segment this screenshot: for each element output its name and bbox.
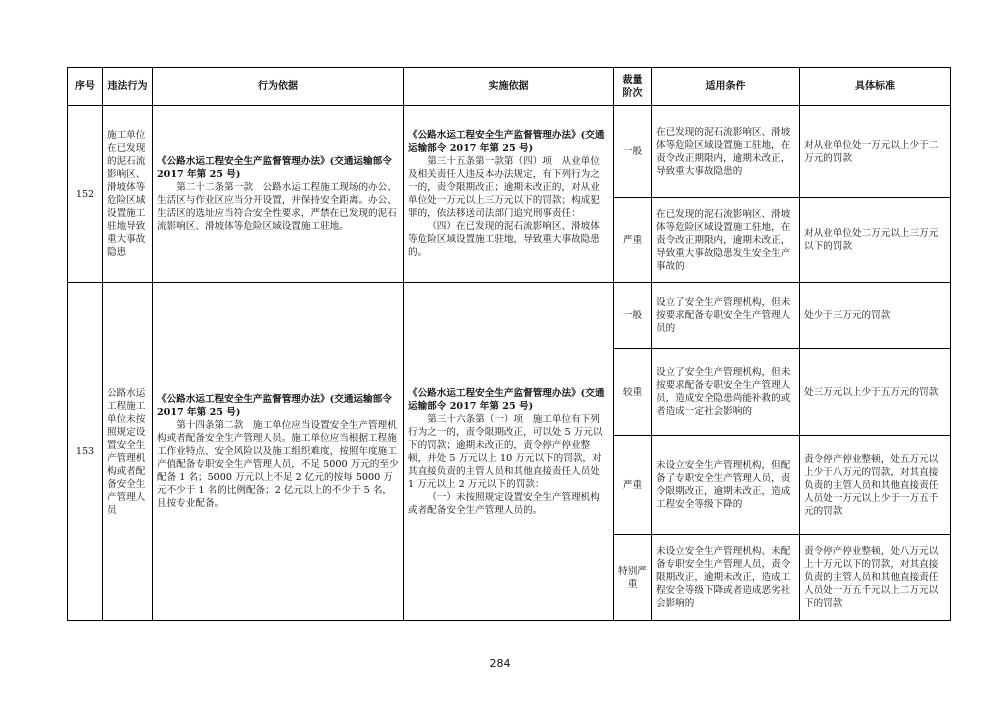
basis-text: 第二十二条第一款 公路水运工程施工现场的办公、生活区与作业区应当分开设置，并保持安全距离。办公、生活区的选址应当符合安全性要求，严禁在已发现的泥石流影响区、滑坡体等危险区域设置施工驻地。 — [157, 182, 397, 232]
table-row — [68, 106, 951, 198]
impl-title: 《公路水运工程安全生产监督管理办法》(交通运输部令 2017 年第 25 号) — [408, 130, 605, 154]
violation-cell: 公路水运工程施工单位未按照规定设置安全生产管理机构或者配备安全生产管理人员 — [103, 283, 153, 621]
discretion-table — [67, 67, 951, 621]
condition-cell: 未设立安全生产管理机构、未配备专职安全生产管理人员，责令限期改正，逾期未改正，造成工程安全等级下降或者造成恶劣社会影响的 — [652, 535, 800, 621]
basis-title: 《公路水运工程安全生产监督管理办法》(交通运输部令 2017 年第 25 号) — [157, 394, 392, 418]
impl-title: 《公路水运工程安全生产监督管理办法》(交通运输部令 2017 年第 25 号) — [408, 387, 605, 412]
seq-cell: 152 — [68, 106, 103, 283]
standard-cell: 对从业单位处二万元以上三万元以下的罚款 — [800, 198, 951, 283]
level-cell: 较重 — [614, 349, 652, 436]
standard-cell: 责令停产停业整顿，处五万元以上少于八万元的罚款，对其直接负责的主管人员和其他直接责任人员处一万元以上少于一万五千元的罚款 — [800, 436, 951, 535]
standard-cell: 对从业单位处一万元以上少于二万元的罚款 — [800, 106, 951, 198]
standard-cell: 处三万元以上少于五万元的罚款 — [800, 349, 951, 436]
table-row — [68, 283, 951, 349]
basis-cell — [153, 283, 404, 621]
level-cell: 一般 — [614, 106, 652, 198]
condition-cell: 在已发现的泥石流影响区、滑坡体等危险区域设置施工驻地，在责令改正期限内，逾期未改正，导致重大事故隐患的 — [652, 106, 800, 198]
level-cell: 特别严重 — [614, 535, 652, 621]
implementation-cell — [404, 283, 614, 621]
seq-cell: 153 — [68, 283, 103, 621]
header-implementation: 实施依据 — [404, 68, 614, 106]
level-cell: 严重 — [614, 436, 652, 535]
impl-text: 第三十六条第（一）项 施工单位有下列行为之一的，责令限期改正，可以处 5 万元以下的罚款；逾期未改正的，责令停产停业整顿，并处 5 万元以上 10 万元以下的罚款，对其直接负责的主管人员和其他直接责任人员处 1 万元以上 2 万元以下的罚款： — [408, 413, 603, 490]
impl-text-item: （四）在已发现的泥石流影响区、滑坡体等危险区域设置施工驻地，导致重大事故隐患的。 — [408, 221, 600, 258]
header-basis: 行为依据 — [153, 68, 404, 106]
level-cell: 一般 — [614, 283, 652, 349]
impl-text-item: （一）未按照规定设置安全生产管理机构或者配备安全生产管理人员的。 — [408, 491, 600, 516]
violation-cell: 施工单位在已发现的泥石流影响区、滑坡体等危险区域设置施工驻地导致重大事故隐患 — [103, 106, 153, 283]
header-violation: 违法行为 — [103, 68, 153, 106]
standard-cell: 责令停产停业整顿，处八万元以上十万元以下的罚款，对其直接负责的主管人员和其他直接责任人员处一万五千元以上二万元以下的罚款 — [800, 535, 951, 621]
basis-text: 第十四条第二款 施工单位应当设置安全生产管理机构或者配备安全生产管理人员。施工单位应当根据工程施工作业特点、安全风险以及施工组织难度，按照年度施工产值配备专职安全生产管理人员，不足 5000 万元的至少配备 1 名；5000 万元以上不足 2 亿元的按每 5000 万元不少于 1 名的比例配备；2 亿元以上的不少于 5 名，且按专业配备。 — [157, 420, 399, 509]
condition-cell: 在已发现的泥石流影响区、滑坡体等危险区域设置施工驻地，在责令改正期限内，逾期未改正，导致重大事故隐患发生安全生产事故的 — [652, 198, 800, 283]
page-number: 284 — [489, 657, 511, 670]
basis-cell — [153, 106, 404, 283]
header-conditions: 适用条件 — [652, 68, 800, 106]
standard-cell: 处少于三万元的罚款 — [800, 283, 951, 349]
header-row — [68, 68, 951, 106]
header-standard: 具体标准 — [800, 68, 951, 106]
condition-cell: 未设立安全生产管理机构，但配备了专职安全生产管理人员，责令限期改正，逾期未改正，造成工程安全等级下降的 — [652, 436, 800, 535]
header-discretion: 裁量阶次 — [614, 68, 652, 106]
header-seq: 序号 — [68, 68, 103, 106]
impl-text: 第三十五条第一款第（四）项 从业单位及相关责任人违反本办法规定，有下列行为之一的，责令限期改正；逾期未改正的，对从业单位处一万元以上三万元以下的罚款；构成犯罪的，依法移送司法部门追究刑事责任： — [408, 156, 600, 219]
basis-title: 《公路水运工程安全生产监督管理办法》(交通运输部令 2017 年第 25 号) — [157, 156, 392, 180]
level-cell: 严重 — [614, 198, 652, 283]
condition-cell: 设立了安全生产管理机构，但未按要求配备专职安全生产管理人员，造成安全隐患尚能补救的或者造成一定社会影响的 — [652, 349, 800, 436]
condition-cell: 设立了安全生产管理机构，但未按要求配备专职安全生产管理人员的 — [652, 283, 800, 349]
implementation-cell — [404, 106, 614, 283]
